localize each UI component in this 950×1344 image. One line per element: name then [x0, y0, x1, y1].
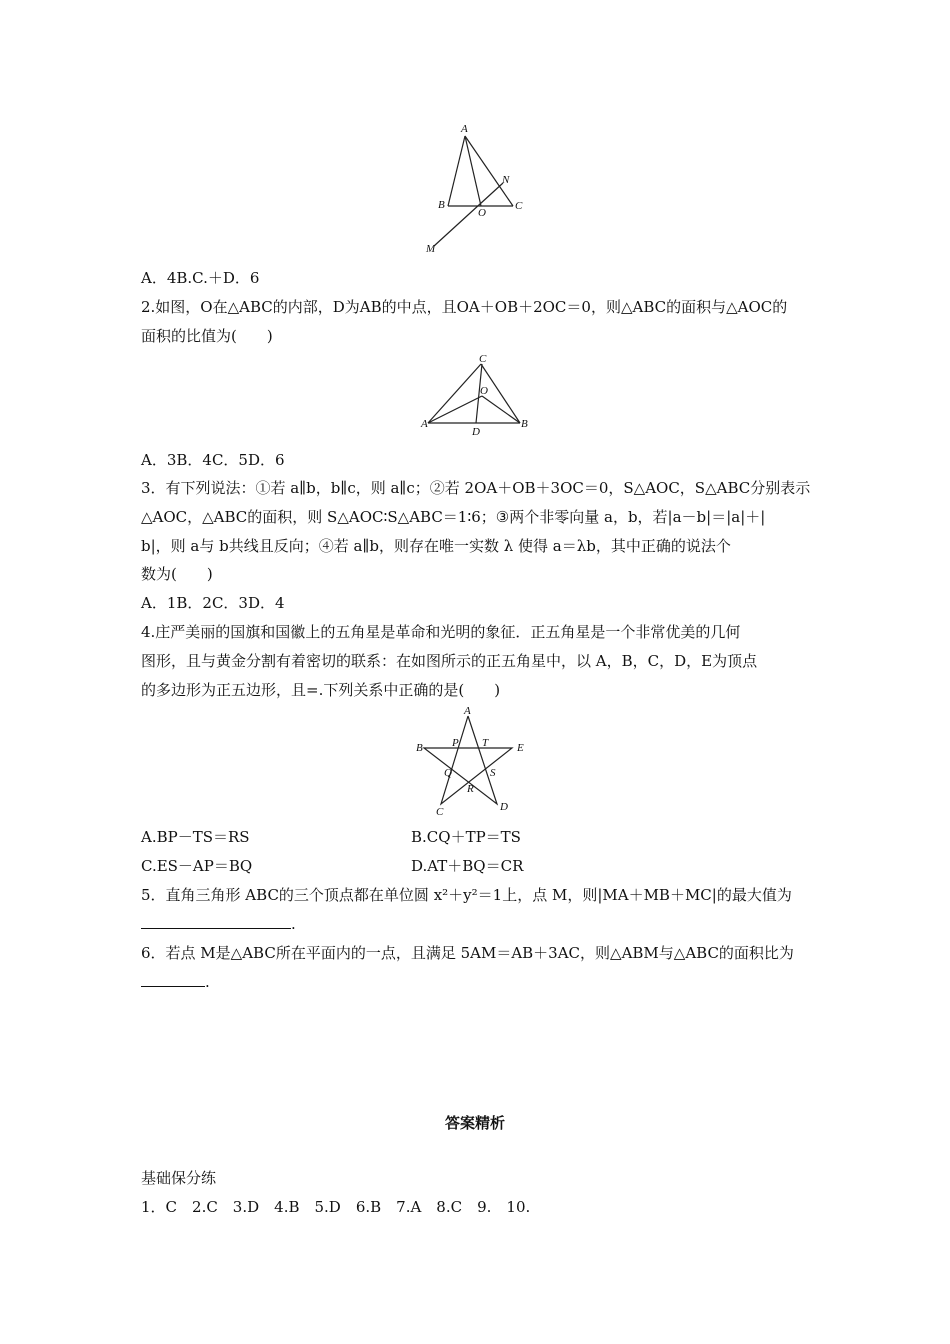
fig1-label-c: C [515, 200, 523, 212]
fig1-label-n: N [502, 174, 510, 186]
fig2-label-a: A [421, 418, 428, 430]
q6-text-line1: 6．若点 M是△ABC所在平面内的一点，且满足 5AM＝AB＋3AC，则△ABM与△ABC的面积比为 [141, 944, 794, 962]
fig2-label-d: D [472, 426, 480, 438]
fig4-label-a: A [464, 705, 471, 717]
fig4-label-t: T [482, 737, 489, 749]
fig1-label-o: O [478, 207, 486, 219]
answers-list: 1．C 2.C 3.D 4.B 5.D 6.B 7.A 8.C 9. 10. [141, 1198, 531, 1216]
fig4-label-p: P [452, 737, 459, 749]
q5-answer-line [141, 914, 296, 934]
q5-blank [141, 914, 291, 929]
fig2-label-b: B [521, 418, 528, 430]
q1-options: A．4B.C.＋D．6 [141, 269, 260, 287]
q3-text-line4: 数为( ) [141, 565, 213, 583]
fig4-label-b: B [416, 742, 423, 754]
answers-title: 答案精析 [444, 1114, 505, 1132]
answers-section: 基础保分练 [141, 1169, 217, 1187]
q4-text-line3: 的多边形为正五边形，且=.下列关系中正确的是( ) [141, 681, 501, 699]
fig2-label-o: O [480, 385, 488, 397]
fig4-label-s: S [490, 767, 496, 779]
q4-text-line2: 图形，且与黄金分割有着密切的联系：在如图所示的正五角星中，以 A，B，C，D，E为顶点 [141, 652, 758, 670]
q4-text-line1: 4.庄严美丽的国旗和国徽上的五角星是革命和光明的象征．正五角星是一个非常优美的几何 [141, 623, 741, 641]
q2-text-line2: 面积的比值为( ) [141, 327, 273, 345]
fig4-label-q: Q [444, 767, 452, 779]
figure-pentagram [410, 700, 540, 820]
figure-triangle-amn [418, 120, 538, 260]
q4-option-b: B.CQ＋TP＝TS [411, 828, 521, 846]
q2-options: A．3B．4C．5D．6 [141, 451, 285, 469]
fig2-label-c: C [479, 353, 487, 365]
q4-option-a: A.BP－TS＝RS [141, 828, 250, 846]
q4-option-c: C.ES－AP＝BQ [141, 857, 253, 875]
fig1-label-m: M [426, 243, 436, 255]
q6-end: . [205, 973, 210, 991]
fig1-label-b: B [438, 199, 445, 211]
fig4-label-r: R [467, 783, 474, 795]
figure-triangle-abc-centroid [418, 350, 538, 440]
q3-options: A．1B．2C．3D．4 [141, 594, 285, 612]
fig4-label-d: D [500, 801, 508, 813]
q6-answer-line [141, 972, 210, 992]
q3-text-line1: 3．有下列说法：①若 a∥b，b∥c，则 a∥c；②若 2OA＋OB＋3OC＝0，S△AOC，S△ABC分别表示 [141, 479, 811, 497]
q2-text-line1: 2.如图，O在△ABC的内部，D为AB的中点，且OA＋OB＋2OC＝0，则△ABC的面积与△AOC的 [141, 298, 788, 316]
q6-blank [141, 972, 205, 987]
fig4-label-e: E [517, 742, 524, 754]
q5-end: . [291, 915, 296, 933]
fig4-label-c: C [436, 806, 444, 818]
q3-text-line3: b|，则 a与 b共线且反向；④若 a∥b，则存在唯一实数 λ 使得 a＝λb，其中正确的说法个 [141, 537, 731, 555]
fig1-label-a: A [461, 123, 468, 135]
q4-option-d: D.AT＋BQ＝CR [411, 857, 524, 875]
q5-text-line1: 5．直角三角形 ABC的三个顶点都在单位圆 x²＋y²＝1上，点 M，则|MA＋MB＋MC|的最大值为 [141, 886, 792, 904]
q3-text-line2: △AOC，△ABC的面积，则 S△AOC∶S△ABC＝1∶6；③两个非零向量 a，b，若|a－b|＝|a|＋| [141, 508, 766, 526]
